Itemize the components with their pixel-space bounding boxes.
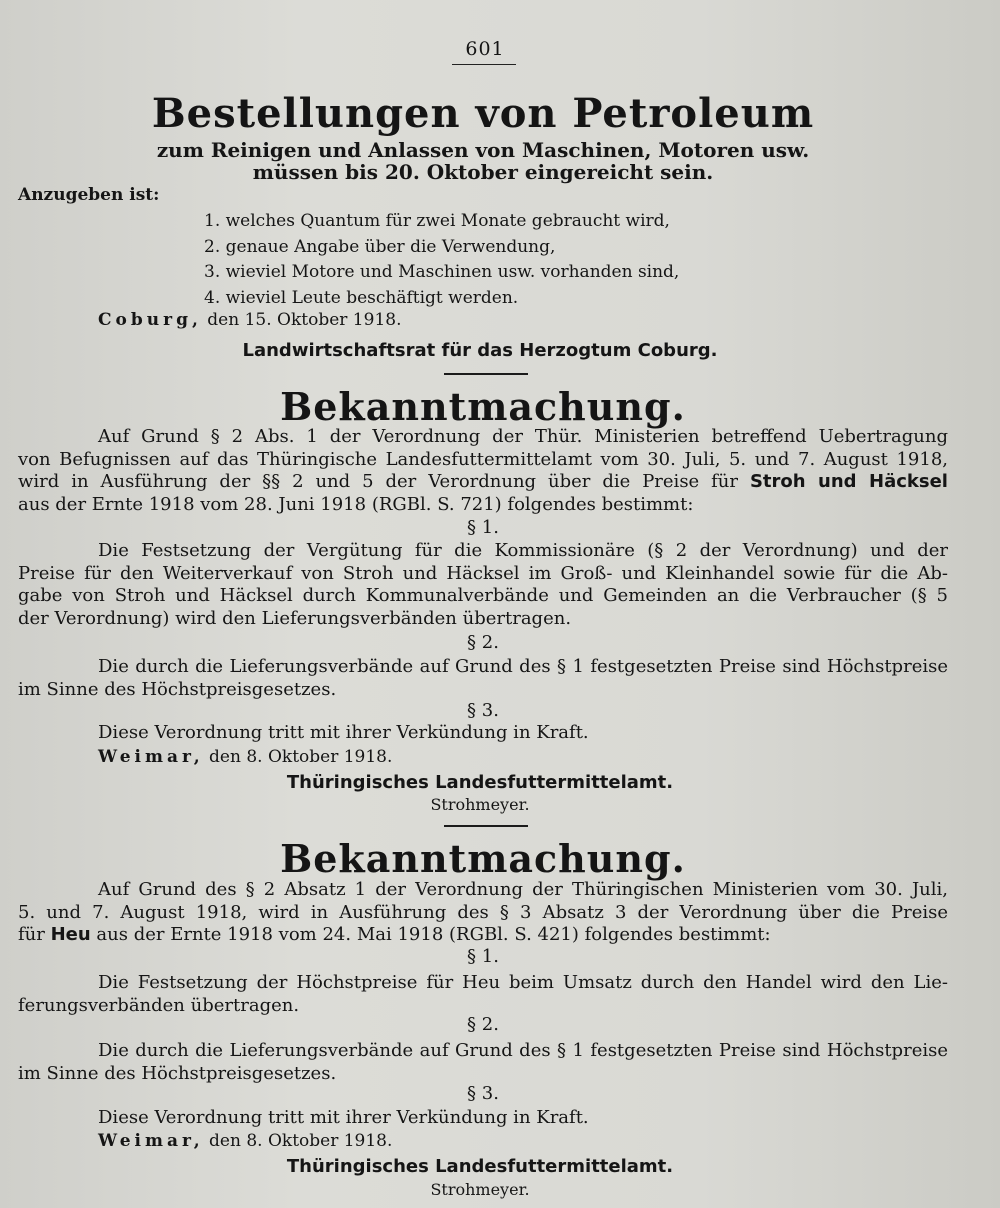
notice-1-signature: Thüringisches Landesfuttermittelamt. xyxy=(286,772,674,793)
dateline-date: den 8. Oktober 1918. xyxy=(209,1131,393,1151)
dateline-place: Weimar, xyxy=(98,1131,204,1151)
notice-2-signature: Thüringisches Landesfuttermittelamt. xyxy=(286,1156,674,1177)
text-line: Die Festsetzung der Vergütung für die Kommissionäre (§ 2 der Verordnung) und der xyxy=(98,540,948,561)
petroleum-title: Bestellungen von Petroleum xyxy=(151,90,815,137)
notice-2-section-1: § 1. xyxy=(467,946,499,967)
petroleum-dateline xyxy=(98,310,498,330)
text-line: Preise für den Weiterverkauf von Stroh und Häcksel im Groß- und Kleinhandel sowie für die Ab- xyxy=(18,562,948,584)
text-line: für Heu aus der Ernte 1918 vom 24. Mai 1918 (RGBl. S. 421) folgendes bestimmt: xyxy=(18,924,771,946)
notice-2-section-2: § 2. xyxy=(467,1014,499,1035)
petroleum-subtitle-2: müssen bis 20. Oktober eingereicht sein. xyxy=(252,160,714,184)
petroleum-list xyxy=(204,209,764,311)
petroleum-intro: Anzugeben ist: xyxy=(18,185,160,205)
notice-1-title: Bekanntmachung. xyxy=(280,384,686,429)
petroleum-subtitle-1: zum Reinigen und Anlassen von Maschinen, Motoren usw. xyxy=(156,138,810,162)
text-line: von Befugnissen auf das Thüringische Landesfuttermittelamt vom 30. Juli, 5. und 7. August 1918, xyxy=(18,448,948,470)
text-line: aus der Ernte 1918 vom 28. Juni 1918 (RGBl. S. 721) folgendes bestimmt: xyxy=(18,493,694,515)
notice-2-section-1-text xyxy=(18,972,948,1017)
stroh-haecksel-highlight: Stroh und Häcksel xyxy=(749,471,948,493)
dateline-place: Weimar, xyxy=(98,747,204,767)
list-item: 2. genaue Angabe über die Verwendung, xyxy=(204,236,556,257)
notice-2-signer: Strohmeyer. xyxy=(430,1180,530,1199)
text-line: Die durch die Lieferungsverbände auf Grund des § 1 festgesetzten Preise sind Höchstpreise xyxy=(98,1040,948,1061)
page-number-rule xyxy=(452,64,516,65)
notice-2-section-3: § 3. xyxy=(467,1083,499,1104)
notice-1-dateline xyxy=(98,747,598,767)
section-divider xyxy=(444,825,528,827)
text-line: Diese Verordnung tritt mit ihrer Verkündung in Kraft. xyxy=(98,1107,589,1128)
list-item: 1. welches Quantum für zwei Monate gebraucht wird, xyxy=(204,211,670,231)
text-line: Diese Verordnung tritt mit ihrer Verkündung in Kraft. xyxy=(98,722,589,743)
text-line: Auf Grund des § 2 Absatz 1 der Verordnung der Thüringischen Ministerien vom 30. Juli, xyxy=(98,879,948,900)
text-line: ferungsverbänden übertragen. xyxy=(18,994,300,1016)
text-line: 5. und 7. August 1918, wird in Ausführung des § 3 Absatz 3 der Verordnung über die Preise xyxy=(18,901,948,923)
heu-highlight: Heu xyxy=(50,924,91,946)
notice-2-dateline xyxy=(98,1131,598,1151)
notice-1-section-2-text xyxy=(18,656,948,701)
text-line: im Sinne des Höchstpreisgesetzes. xyxy=(18,678,337,700)
notice-1-section-2: § 2. xyxy=(467,632,499,653)
text-line: im Sinne des Höchstpreisgesetzes. xyxy=(18,1062,337,1084)
notice-2-section-2-text xyxy=(18,1040,948,1085)
notice-1-intro xyxy=(18,426,948,516)
notice-1-section-1: § 1. xyxy=(467,517,499,538)
dateline-date: den 8. Oktober 1918. xyxy=(209,747,393,767)
dateline-date: den 15. Oktober 1918. xyxy=(207,310,402,330)
section-divider xyxy=(444,373,528,375)
text-line: gabe von Stroh und Häcksel durch Kommunalverbände und Gemeinden an die Verbraucher (§ 5 xyxy=(18,585,948,607)
notice-1-section-3: § 3. xyxy=(467,700,499,721)
text-line: der Verordnung) wird den Lieferungsverbänden übertragen. xyxy=(18,607,572,629)
text-line: Auf Grund § 2 Abs. 1 der Verordnung der Thür. Ministerien betreffend Uebertragung xyxy=(98,426,948,447)
notice-1-signer: Strohmeyer. xyxy=(430,795,530,814)
notice-2-title: Bekanntmachung. xyxy=(280,836,686,881)
list-item: 4. wieviel Leute beschäftigt werden. xyxy=(204,287,519,308)
petroleum-signature: Landwirtschaftsrat für das Herzogtum Coburg. xyxy=(242,340,718,361)
dateline-place: Coburg, xyxy=(98,310,202,330)
list-item: 3. wieviel Motore und Maschinen usw. vorhanden sind, xyxy=(204,262,680,282)
text-line: Die Festsetzung der Höchstpreise für Heu beim Umsatz durch den Handel wird den Lie- xyxy=(98,972,948,993)
notice-2-section-3-text xyxy=(98,1107,798,1130)
text-line: wird in Ausführung der §§ 2 und 5 der Verordnung über die Preise für Stroh und Häcksel xyxy=(18,471,948,493)
notice-1-section-1-text xyxy=(18,540,948,630)
page-number: 601 xyxy=(465,38,505,60)
text-line: Die durch die Lieferungsverbände auf Grund des § 1 festgesetzten Preise sind Höchstpreise xyxy=(98,656,948,677)
notice-1-section-3-text xyxy=(98,722,798,745)
notice-2-intro xyxy=(18,879,948,947)
